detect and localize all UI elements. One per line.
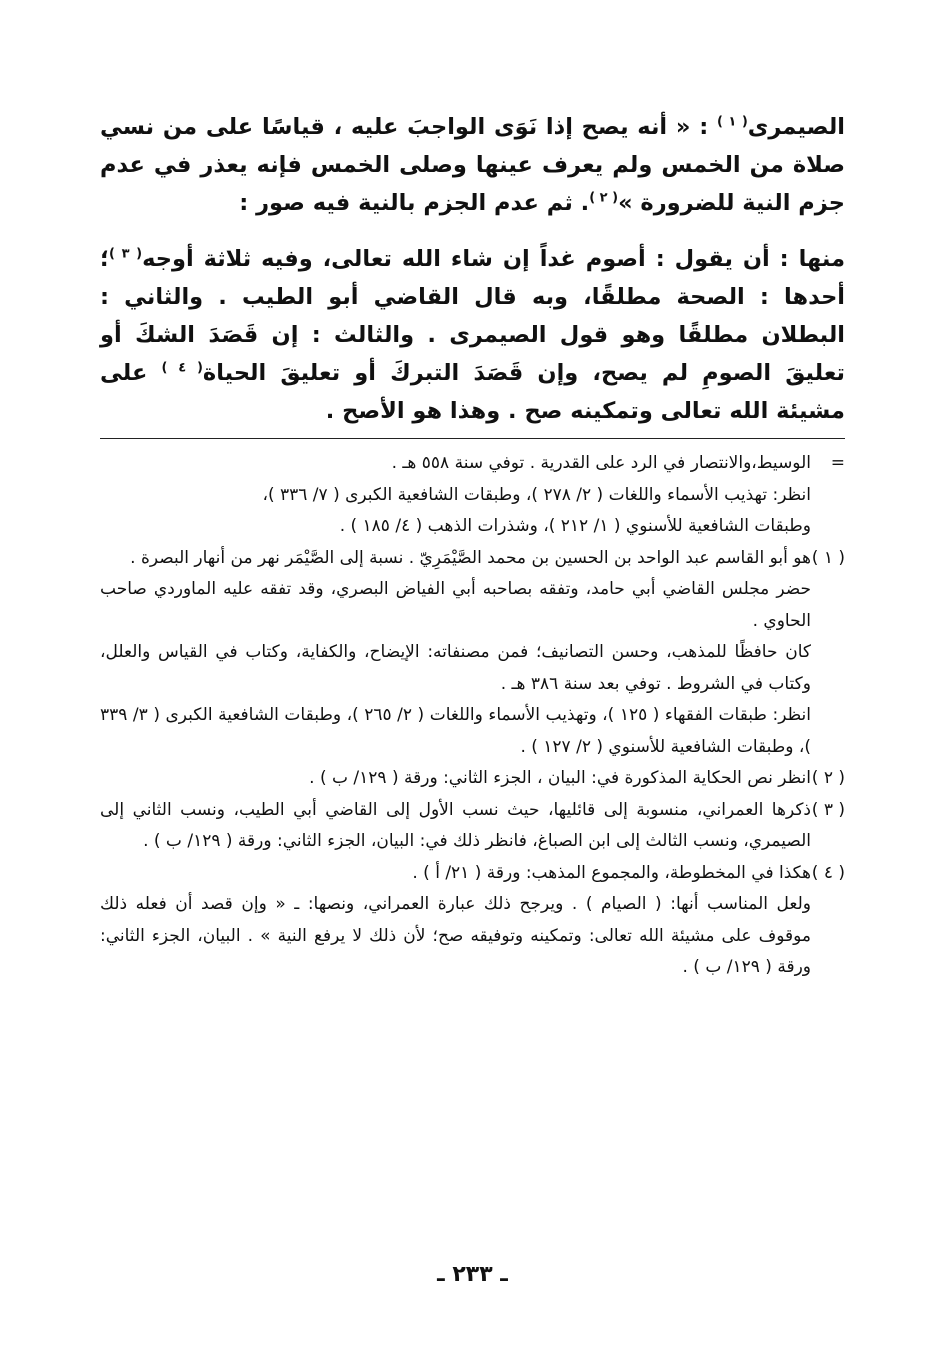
continuation-line-1: الوسيط،والانتصار في الرد على القدرية . توفي سنة ٥٥٨ هـ .	[391, 453, 811, 473]
paragraph-2-start: منها : أن يقول : أصوم غداً إن شاء الله تعالى، وفيه ثلاثة أوجه	[142, 246, 846, 272]
footnote-ref-1: ( ١ )	[717, 114, 748, 130]
footnote-1	[100, 543, 845, 764]
footnote-1-text-4: انظر: طبقات الفقهاء ( ١٢٥ )، وتهذيب الأسماء واللغات ( ٢/ ٢٦٥ )، وطبقات الشافعية الكبرى ( ٣/ ٣٣٩ )، وطبقات الشافعية للأسنوي ( ٢/ ١٢٧ ) .	[100, 705, 811, 757]
paragraph-1	[100, 108, 845, 222]
footnote-2	[100, 763, 845, 795]
footnote-separator	[100, 438, 845, 439]
footnote-1-text-2: حضر مجلس القاضي أبي حامد، وتفقه بصاحبه أبي الفياض البصري، وقد تفقه عليه الماوردي صاحب الحاوي .	[100, 579, 811, 631]
footnote-2-number: ( ٢ )	[811, 768, 845, 788]
paragraph-1-start: الصيمرى	[747, 114, 845, 140]
paragraph-2-end: على مشيئة الله تعالى وتمكينه صح . وهذا هو الأصح .	[100, 360, 845, 424]
footnote-ref-4: ( ٤ )	[161, 360, 203, 376]
footnote-4	[100, 858, 845, 984]
footnote-3-text-1: ذكرها العمراني، منسوبة إلى قائليها، حيث نسب الأول إلى القاضي أبي الطيب، ونسب الثاني إلى الصيمري، ونسب الثالث إلى ابن الصباغ، فانظر ذلك في: البيان، الجزء الثاني: ورقة ( ١٢٩/ ب ) .	[100, 799, 811, 851]
footnote-1-number: ( ١ )	[811, 547, 845, 568]
continuation-line-3: وطبقات الشافعية للأسنوي ( ١/ ٢١٢ )، وشذرات الذهب ( ٤/ ١٨٥ ) .	[339, 516, 811, 536]
footnote-continuation	[100, 448, 845, 543]
paragraph-2-middle: ؛ أحدها : الصحة مطلقًا، وبه قال القاضي أبو الطيب . والثاني : البطلان مطلقًا وهو قول الصيمرى . والثالث : إن قَصَدَ الشكَ أو تعليقَ الصومِ لم يصح، وإن قَصَدَ التبركَ أو تعليقَ الحياة	[100, 246, 845, 386]
paragraph-1-end: . ثم عدم الجزم بالنية فيه صور :	[239, 190, 590, 216]
continuation-marker: =	[830, 453, 845, 473]
footnote-4-number: ( ٤ )	[811, 862, 845, 883]
main-body-text	[100, 108, 845, 430]
footnote-1-text-1: هو أبو القاسم عبد الواحد بن الحسين بن محمد الصَّيْمَرِيّ . نسبة إلى الصَّيْمَر نهر من أنهار البصرة .	[130, 547, 811, 568]
footnote-ref-2: ( ٢ )	[589, 190, 619, 206]
paragraph-2	[100, 240, 845, 430]
page-number: ـ ٢٣٣ ـ	[437, 1262, 508, 1287]
footnote-3-number: ( ٣ )	[811, 799, 845, 820]
footnotes-section	[100, 448, 845, 984]
footnote-4-text-1: هكذا في المخطوطة، والمجموع المذهب: ورقة ( ٢١/ أ ) .	[412, 862, 811, 883]
footnote-4-text-2: ولعل المناسب أنها: ( الصيام ) . ويرجح ذلك عبارة العمراني، ونصها: ـ « وإن قصد أن فعله ذلك موقوف على مشيئة الله تعالى: وتمكينه وتوفيقه صح؛ لأن ذلك لا يرفع النية » . البيان، الجزء الثاني: ورقة ( ١٢٩/ ب ) .	[100, 894, 811, 977]
footnote-1-text-3: كان حافظًا للمذهب، وحسن التصانيف؛ فمن مصنفاته: الإيضاح، والكفاية، وكتاب في القياس والعلل، وكتاب في الشروط . توفي بعد سنة ٣٨٦ هـ .	[100, 642, 811, 694]
footnote-3	[100, 795, 845, 858]
continuation-line-2: انظر: تهذيب الأسماء واللغات ( ٢/ ٢٧٨ )، وطبقات الشافعية الكبرى ( ٧/ ٣٣٦ )،	[262, 484, 811, 505]
footnote-ref-3: ( ٣ )	[109, 246, 143, 262]
paragraph-1-quote: : « أنه يصح إذا نَوَى الواجبَ عليه ، قياسًا على من نسي صلاة من الخمس ولم يعرف عينها وصلى الخمس فإنه يعذر في عدم جزم النية للضرورة »	[100, 114, 845, 216]
footnote-2-text-1: انظر نص الحكاية المذكورة في: البيان ، الجزء الثاني: ورقة ( ١٢٩/ ب ) .	[309, 768, 811, 788]
